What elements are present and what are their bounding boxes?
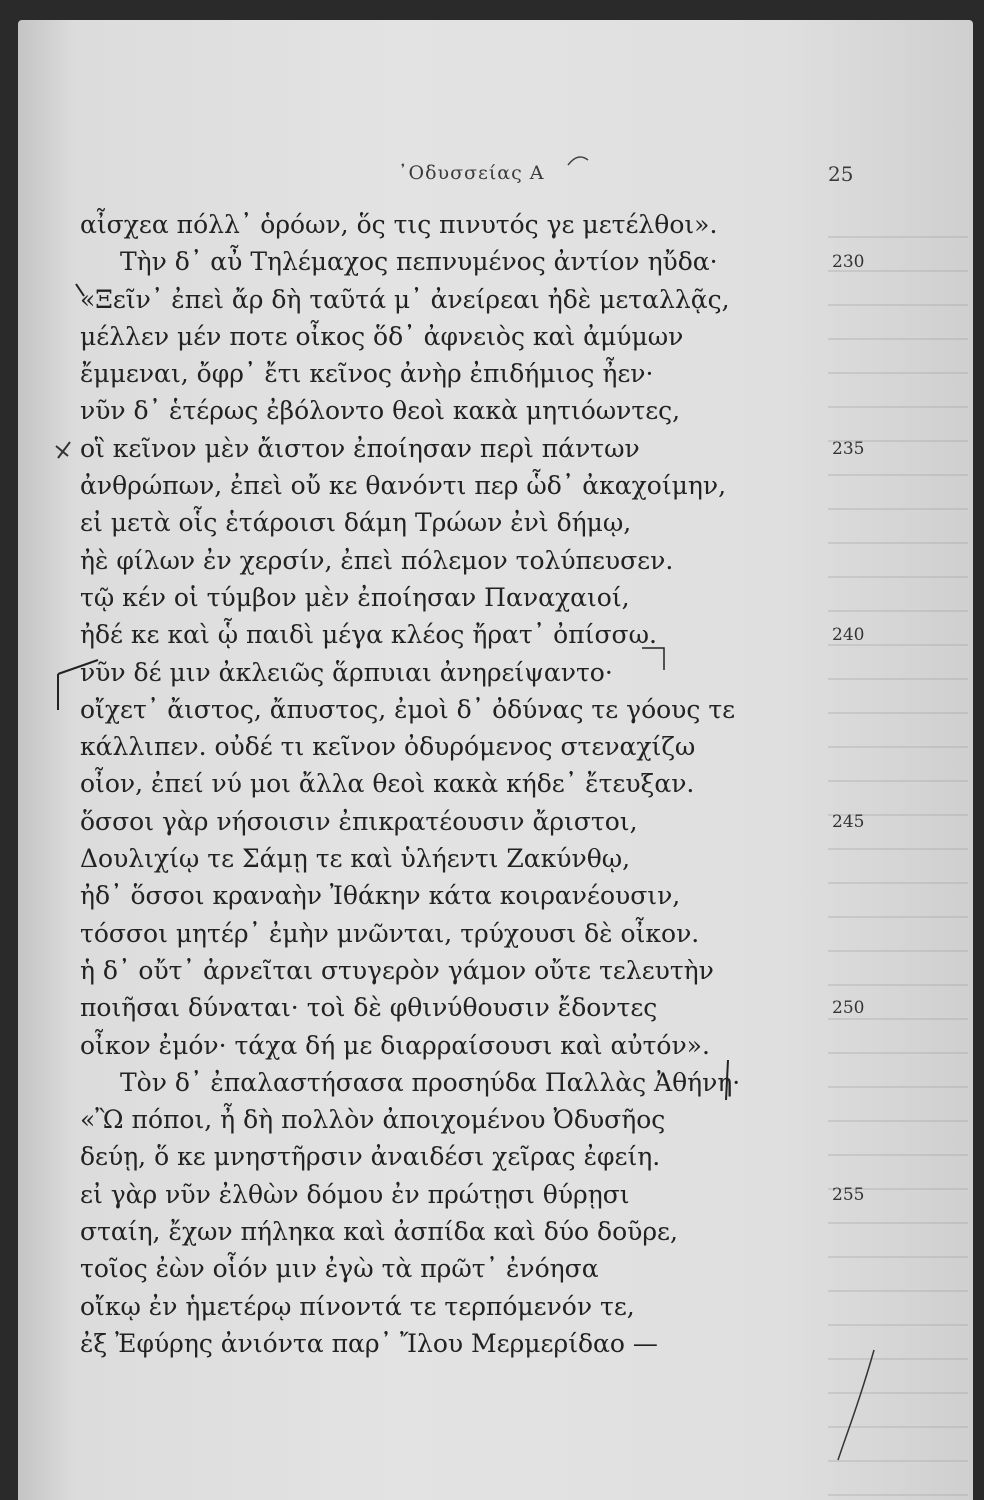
verse-line	[80, 206, 940, 243]
verse-text: σταίη, ἔχων πήληκα καὶ ἀσπίδα καὶ δύο δοῦρε,	[80, 1217, 678, 1247]
verse-line	[80, 1027, 940, 1064]
verse-text: τοῖος ἐὼν οἷόν μιν ἐγὼ τὰ πρῶτ᾽ ἐνόησα	[80, 1254, 599, 1284]
verse-text: οἶον, ἐπεί νύ μοι ἄλλα θεοὶ κακὰ κήδε᾽ ἔτευξαν.	[80, 769, 695, 799]
verse-line	[80, 952, 940, 989]
verse-line	[80, 915, 940, 952]
book-page	[18, 20, 973, 1500]
line-number: 255	[832, 1184, 865, 1205]
verse-line	[80, 504, 940, 541]
line-number: 250	[832, 998, 865, 1019]
verse-line	[80, 318, 940, 355]
verse-line	[80, 654, 940, 691]
verse-text: οἶκον ἐμόν· τάχα δή με διαρραίσουσι καὶ αὐτόν».	[80, 1030, 710, 1060]
verse-text: οἳ κεῖνον μὲν ἄιστον ἐποίησαν περὶ πάντων	[80, 433, 640, 463]
verse-line	[80, 728, 940, 765]
verse-text: νῦν δ᾽ ἑτέρως ἐβόλοντο θεοὶ κακὰ μητιόωντες,	[80, 396, 681, 426]
line-number: 230	[832, 252, 865, 273]
verse-text: μέλλεν μέν ποτε οἶκος ὅδ᾽ ἀφνειὸς καὶ ἀμύμων	[80, 321, 684, 351]
verse-line	[80, 1064, 940, 1101]
verse-line	[80, 430, 940, 467]
verse-line	[80, 1101, 940, 1138]
verse-text: δεύῃ, ὅ κε μνηστῆρσιν ἀναιδέσι χεῖρας ἐφείη.	[80, 1142, 661, 1172]
verse-text: τόσσοι μητέρ᾽ ἐμὴν μνῶνται, τρύχουσι δὲ οἶκον.	[80, 918, 700, 948]
page-number: 25	[828, 162, 854, 186]
verse-line	[80, 1250, 940, 1287]
verse-line	[80, 1325, 940, 1362]
verse-text: οἴκῳ ἐν ἡμετέρῳ πίνοντά τε τερπόμενόν τε,	[80, 1291, 635, 1321]
verse-text: ἠδέ κε καὶ ᾧ παιδὶ μέγα κλέος ἤρατ᾽ ὀπίσσω.	[80, 620, 657, 650]
verse-line	[80, 355, 940, 392]
verse-text: ἠδ᾽ ὅσσοι κραναὴν Ἰθάκην κάτα κοιρανέουσιν,	[80, 881, 681, 911]
verse-block	[80, 206, 940, 1362]
verse-line	[80, 1213, 940, 1250]
verse-text: ἡ δ᾽ οὔτ᾽ ἀρνεῖται στυγερὸν γάμον οὔτε τελευτὴν	[80, 955, 714, 985]
verse-line	[80, 281, 940, 318]
verse-text: Δουλιχίῳ τε Σάμῃ τε καὶ ὑλήεντι Ζακύνθῳ,	[80, 844, 631, 874]
verse-line	[80, 392, 940, 429]
line-number: 245	[832, 811, 865, 832]
verse-text: «Ξεῖν᾽ ἐπεὶ ἄρ δὴ ταῦτά μ᾽ ἀνείρεαι ἠδὲ μεταλλᾷς,	[80, 284, 730, 314]
verse-text: ὅσσοι γὰρ νήσοισιν ἐπικρατέουσιν ἄριστοι,	[80, 806, 638, 836]
verse-text: ἐξ Ἐφύρης ἀνιόντα παρ᾽ Ἴλου Μερμερίδαο —	[80, 1328, 658, 1358]
line-number: 240	[832, 625, 865, 646]
line-number: 235	[832, 438, 865, 459]
verse-text: τῷ κέν οἱ τύμβον μὲν ἐποίησαν Παναχαιοί,	[80, 582, 630, 612]
verse-text: ἠὲ φίλων ἐν χερσίν, ἐπεὶ πόλεμον τολύπευσεν.	[80, 545, 674, 575]
verse-text: εἰ μετὰ οἷς ἑτάροισι δάμη Τρώων ἐνὶ δήμῳ,	[80, 508, 632, 538]
running-head	[18, 162, 973, 192]
verse-line	[80, 542, 940, 579]
verse-line	[80, 803, 940, 840]
verse-line	[80, 1288, 940, 1325]
verse-text: Τὴν δ᾽ αὖ Τηλέμαχος πεπνυμένος ἀντίον ηὔδα·	[120, 247, 718, 277]
verse-line	[80, 467, 940, 504]
verse-text: οἴχετ᾽ ἄιστος, ἄπυστος, ἐμοὶ δ᾽ ὀδύνας τε γόους τε	[80, 694, 736, 724]
verse-line	[80, 1176, 940, 1213]
verse-line	[80, 840, 940, 877]
verse-text: νῦν δέ μιν ἀκλειῶς ἅρπυιαι ἀνηρείψαντο·	[80, 657, 613, 687]
verse-line	[80, 989, 940, 1026]
verse-text: Τὸν δ᾽ ἐπαλαστήσασα προσηύδα Παλλὰς Ἀθήνη·	[120, 1067, 741, 1097]
verse-text: ἀνθρώπων, ἐπεὶ οὔ κε θανόντι περ ὧδ᾽ ἀκαχοίμην,	[80, 471, 727, 501]
verse-text: εἰ γὰρ νῦν ἐλθὼν δόμου ἐν πρώτῃσι θύρῃσι	[80, 1179, 630, 1209]
verse-text: ἔμμεναι, ὄφρ᾽ ἔτι κεῖνος ἀνὴρ ἐπιδήμιος ἦεν·	[80, 359, 654, 389]
book-title: ᾽Οδυσσείας Α	[398, 162, 545, 184]
verse-line	[80, 579, 940, 616]
verse-line	[80, 877, 940, 914]
verse-line	[80, 691, 940, 728]
verse-text: αἶσχεα πόλλ᾽ ὁρόων, ὅς τις πινυτός γε μετέλθοι».	[80, 210, 718, 239]
verse-line	[80, 765, 940, 802]
verse-line	[80, 1138, 940, 1175]
verse-text: ποιῆσαι δύναται· τοὶ δὲ φθινύθουσιν ἔδοντες	[80, 993, 658, 1023]
verse-line	[80, 616, 940, 653]
verse-line	[80, 243, 940, 280]
verse-text: «Ὢ πόποι, ἦ δὴ πολλὸν ἀποιχομένου Ὀδυσῆος	[80, 1105, 666, 1135]
verse-text: κάλλιπεν. οὐδέ τι κεῖνον ὀδυρόμενος στεναχίζω	[80, 732, 696, 762]
